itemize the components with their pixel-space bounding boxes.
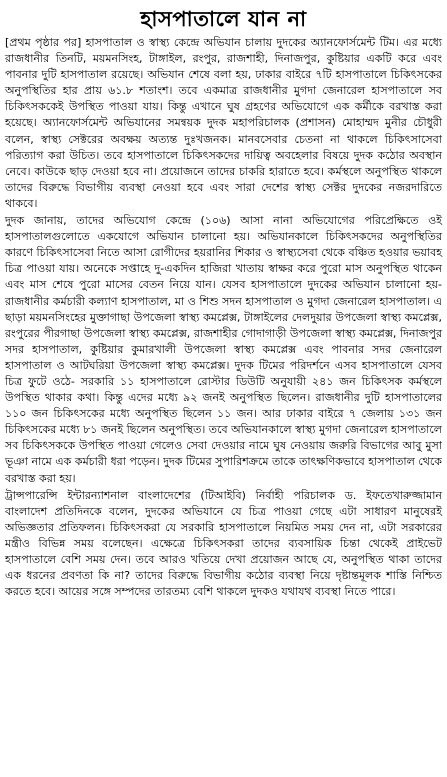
headline: হাসপাতালে যান না bbox=[140, 7, 307, 31]
paragraph-3: ট্রান্সপারেন্সি ইন্টারন্যাশনাল বাংলাদেশের (টিআইবি) নির্বাহী পরিচালক ড. ইফতেখারুজ্জামান বাংলাদেশ প্রতিদিনকে বলেন, দুদকের অভিযানে যে চিত্র পাওয়া গেছে এটা সাধারণ মানুষেরই অভিজ্ঞতার প্রতিফলন। চিকিৎসকরা যে সরকারি হাসপাতালে নিয়মিত সময় দেন না, এটা সরকারের মন্ত্রীও বিভিন্ন সময় বলেছেন। এক্ষেত্রে চিকিৎসকরা তাদের ব্যবসায়িক চিন্তা থেকেই প্রাইভেট হাসপাতালে বেশি সময় দেন। তবে আরও খতিয়ে দেখা প্রয়োজন আছে যে, অনুপস্থিত থাকা তাদের এক ধরনের প্রবণতা কি না? তাদের বিরুদ্ধে বিভাগীয় কঠোর ব্যবস্থা নিয়ে দৃষ্টান্তমূলক শাস্তি নিশ্চিত করতে হবে। আয়ের সঙ্গে সম্পদের তারতম্য বেশি থাকলে দুদকও যথাযথ ব্যবস্থা নিতে পারে। bbox=[5, 488, 442, 599]
paragraph-1: [প্রথম পৃষ্ঠার পর] হাসপাতাল ও স্বাস্থ্য কেন্দ্রে অভিযান চালায় দুদকের অ্যানফোর্সমেন্ট টিম। এর মধ্যে রাজধানীর তিনটি, ময়মনসিংহ, টাঙ্গাইল, রংপুর, রাজশাহী, দিনাজপুর, কুষ্টিয়ার একটি করে এবং পাবনার দুটি হাসপাতাল রয়েছে। অভিযান শেষে বলা হয়, ঢাকার বাইরে ৭টি হাসপাতালে চিকিৎসকের অনুপস্থিতির হার প্রায় ৬১.৮ শতাংশ। তবে একমাত্র রাজধানীর মুগদা জেনারেল হাসপাতালে সব চিকিৎসককেই উপস্থিত পাওয়া যায়। কিন্তু এখানে ঘুষ গ্রহণের অভিযোগে এক কর্মীকে বরখাস্ত করা হয়েছে। অ্যানফোর্সমেন্ট অভিযানের সমন্বয়ক দুদক মহাপরিচালক (প্রশাসন) মোহাম্মদ মুনীর চৌধুরী বলেন, স্বাস্থ্য সেক্টরের অবক্ষয় অত্যন্ত দুঃখজনক। মানবসেবার চেতনা না থাকলে চিকিৎসাসেবা পরিত্যাগ করা উচিত। তবে হাসপাতালে চিকিৎসকদের দায়িত্ব অবহেলার বিষয়ে দুদক কঠোর অবস্থান নেবে। কাউকে ছাড় দেওয়া হবে না। প্রয়োজনে তাদের চাকরি হারাতে হবে। কর্মস্থলে অনুপস্থিত থাকলে তাদের বিরুদ্ধে বিভাগীয় ব্যবস্থা নেওয়া হবে এবং সারা দেশের স্বাস্থ্য সেক্টর দুদকের নজরদারিতে থাকবে। bbox=[5, 36, 442, 210]
paragraph-2: দুদক জানায়, তাদের অভিযোগ কেন্দ্রে (১০৬) আসা নানা অভিযোগের পরিপ্রেক্ষিতে ওই হাসপাতালগুলোতে একযোগে অভিযান চালানো হয়। অভিযানকালে চিকিৎসকদের অনুপস্থিতির কারণে চিকিৎসাসেবা নিতে আসা রোগীদের হয়রানির শিকার ও স্বাস্থ্যসেবা থেকে বঞ্চিত হওয়ার ভয়াবহ চিত্র পাওয়া যায়। অনেকে সপ্তাহে দু-একদিন হাজিরা খাতায় স্বাক্ষর করে পুরো মাস অনুপস্থিত থাকেন এবং মাস শেষে পুরো মাসের বেতন নিয়ে যান। যেসব হাসপাতালে দুদকের অভিযান চালানো হয়- রাজধানীর কর্মচারী কল্যাণ হাসপাতাল, মা ও শিশু সদন হাসপাতাল ও মুগদা জেনারেল হাসপাতাল। এ ছাড়া ময়মনসিংহের মুক্তাগাছা উপজেলা স্বাস্থ্য কমপ্লেক্স, টাঙ্গাইলের দেলদুয়ার উপজেলা স্বাস্থ্য কমপ্লেক্স, রংপুরের পীরগাছা উপজেলা স্বাস্থ্য কমপ্লেক্স, রাজশাহীর গোদাগাড়ী উপজেলা স্বাস্থ্য কমপ্লেক্স, দিনাজপুর সদর হাসপাতাল, কুষ্টিয়ার কুমারখালী উপজেলা স্বাস্থ্য কমপ্লেক্স এবং পাবনার সদর জেনারেল হাসপাতাল ও আটঘরিয়া উপজেলা স্বাস্থ্য কমপ্লেক্স। দুদক টিমের পরিদর্শনে এসব হাসপাতালে যেসব চিত্র ফুটে ওঠে- সরকারি ১১ হাসপাতালে রোস্টার ডিউটি অনুযায়ী ২৪১ জন চিকিৎসক কর্মস্থলে উপস্থিত থাকার কথা। কিন্তু এদের মধ্যে ৯২ জনই অনুপস্থিত ছিলেন। রাজধানীর দুটি হাসপাতালের ১১০ জন চিকিৎসকের মধ্যে অনুপস্থিত ছিলেন ১১ জন। আর ঢাকার বাইরে ৭ জেলায় ১৩১ জন চিকিৎসকের মধ্যে ৮১ জনই ছিলেন অনুপস্থিত। তবে অভিযানকালে স্বাস্থ্য মুগদা জেনারেল হাসপাতালে সব চিকিৎসককে উপস্থিত পাওয়া গেলেও সেবা দেওয়ার নামে ঘুষ নেওয়ায় জরুরি বিভাগের আবু মুসা ভূঞা নামে এক কর্মচারী ধরা পড়েন। দুদক টিমের সুপারিশক্রমে তাকে তাৎক্ষণিকভাবে হাসপাতাল থেকে বরখাস্ত করা হয়। bbox=[5, 214, 442, 485]
